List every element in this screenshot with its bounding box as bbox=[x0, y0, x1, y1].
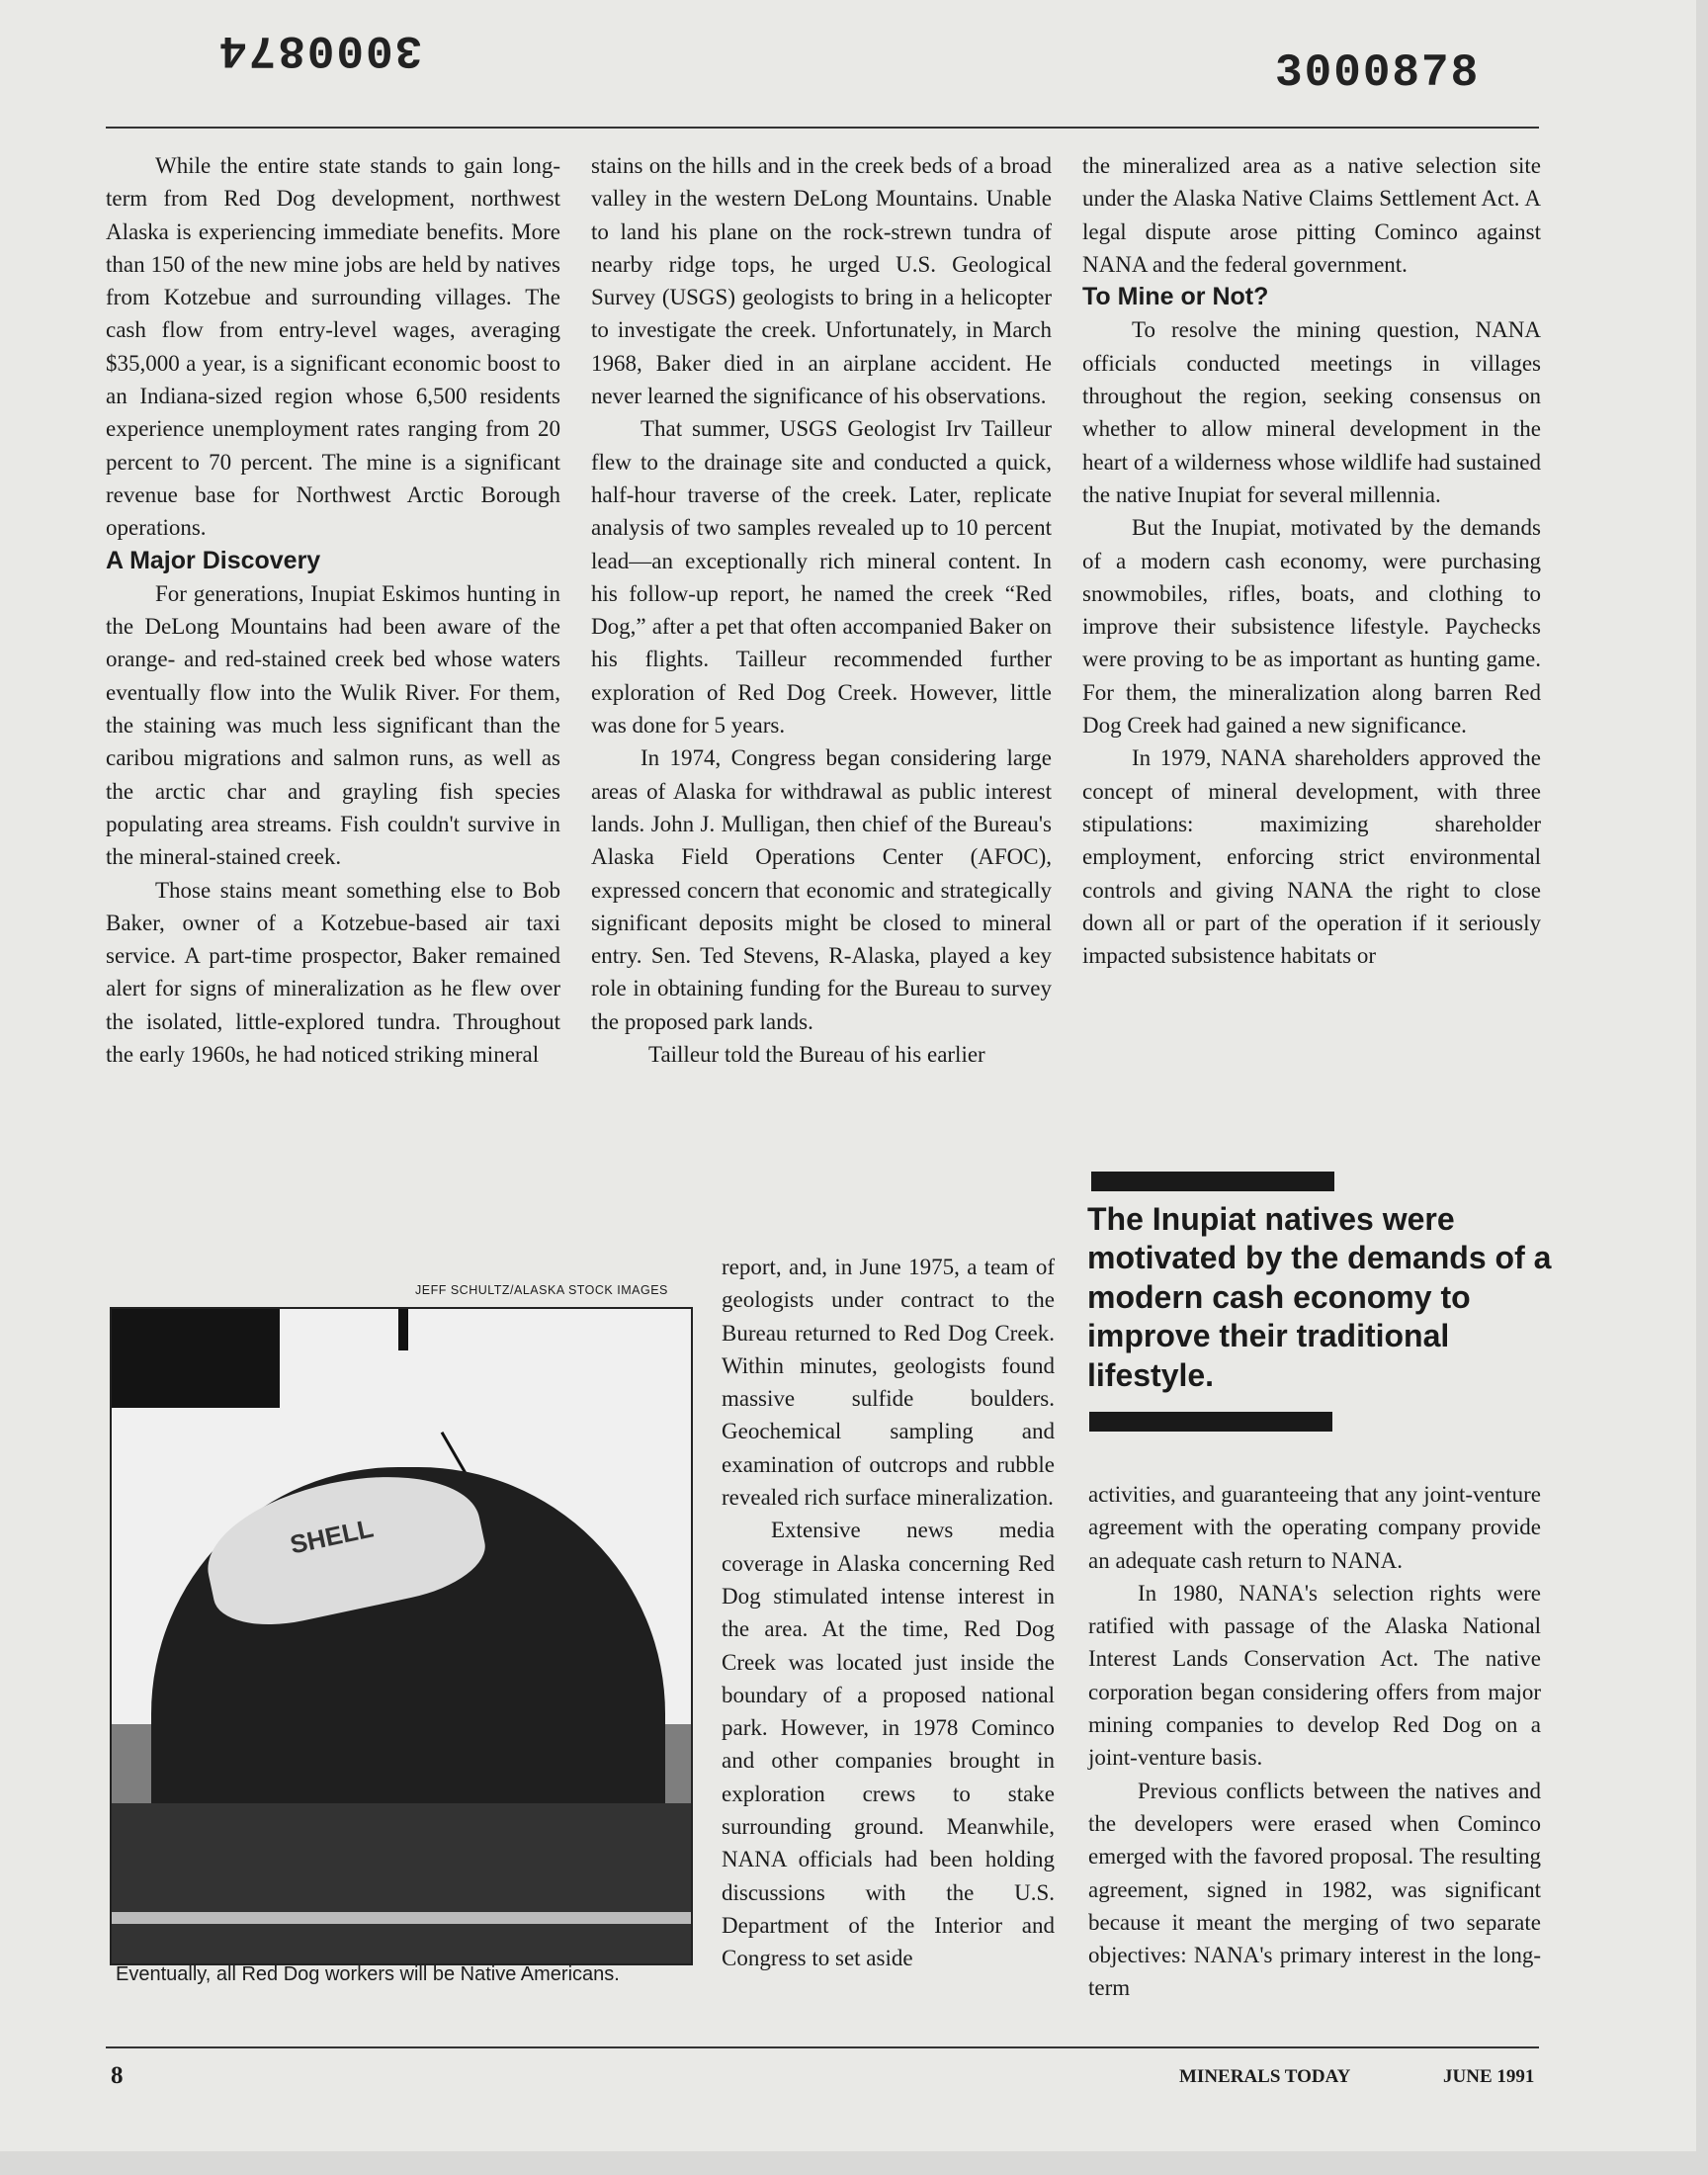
paragraph: Extensive news media coverage in Alaska concerning Red Dog stimulated intense interest in the area. At the time, Red Dog Creek was located just inside the boundary of a proposed national park. However, in 1978 Cominco and other companies brought in exploration crews to stake surrounding ground. Meanwhile, NANA officials had been holding discussions with the U.S. Department of the Interior and Congress to set aside bbox=[722, 1518, 1055, 1971]
publication-name: MINERALS TODAY bbox=[1179, 2066, 1351, 2087]
paragraph: activities, and guaranteeing that any joint-venture agreement with the operating company provide an adequate cash return to NANA. bbox=[1088, 1482, 1541, 1573]
paragraph: Those stains meant something else to Bob Baker, owner of a Kotzebue-based air taxi service. A part-time prospector, Baker remained alert for signs of mineralization as he flew over the isolated, little-explored tundra. Throughout the early 1960s, he had noticed striking mineral bbox=[106, 877, 560, 1068]
column-3-lower bbox=[1088, 1478, 1541, 2005]
column-1 bbox=[106, 149, 560, 1071]
paragraph: While the entire state stands to gain long-term from Red Dog development, northwest Alaska is experiencing immediate benefits. More than 150 of the new mine jobs are held by natives from Kotzebue and surrounding villages. The cash flow from entry-level wages, averaging $35,000 a year, is a significant economic boost to an Indiana-sized region whose 6,500 residents experience unemployment rates ranging from 20 percent to 70 percent. The mine is a significant revenue base for Northwest Arctic Borough operations. bbox=[106, 153, 560, 541]
column-2-upper bbox=[591, 149, 1052, 1071]
column-3-upper bbox=[1082, 149, 1541, 972]
paragraph: Previous conflicts between the natives and the developers were erased when Cominco emerged with the favored proposal. The resulting agreement, signed in 1982, was significant because it meant the merging of two separate objectives: NANA's primary interest in the long-term bbox=[1088, 1778, 1541, 2001]
paragraph: stains on the hills and in the creek beds of a broad valley in the western DeLong Mountains. Unable to land his plane on the rock-strewn tundra of nearby ridge tops, he urged U.S. Geological Survey (USGS) geologists to bring in a helicopter to investigate the creek. Unfortunately, in March 1968, Baker died in an airplane accident. He never learned the significance of his observations. bbox=[591, 153, 1052, 409]
column-2-lower bbox=[722, 1251, 1055, 1975]
page-number: 8 bbox=[111, 2062, 124, 2089]
paragraph: the mineralized area as a native selection site under the Alaska Native Claims Settlement Act. A legal dispute arose pitting Cominco against NANA and the federal government. bbox=[1082, 153, 1541, 277]
paragraph: Tailleur told the Bureau of his earlier bbox=[648, 1042, 985, 1068]
pullquote: The Inupiat natives were motivated by the demands of a modern cash economy to improve their traditional lifestyle. bbox=[1087, 1201, 1552, 1393]
paragraph: In 1980, NANA's selection rights were ratified with passage of the Alaska National Interest Lands Conservation Act. The native corporation began considering offers from major mining companies to develop Red Dog on a joint-venture basis. bbox=[1088, 1580, 1541, 1771]
paragraph: To resolve the mining question, NANA officials conducted meetings in villages throughout the region, seeking consensus on whether to allow mineral development in the heart of a wilderness whose wildlife had sustained the native Inupiat for several millennia. bbox=[1082, 317, 1541, 507]
document-id-stamp-top-left: 3000874 bbox=[217, 24, 423, 75]
section-heading-to-mine-or-not: To Mine or Not? bbox=[1082, 283, 1269, 311]
paragraph: In 1979, NANA shareholders approved the concept of mineral development, with three stipulations: maximizing shareholder employment, enforcing strict environmental controls and giving NANA the right to close down all or part of the operation if it seriously impacted subsistence habitats or bbox=[1082, 745, 1541, 969]
paragraph: For generations, Inupiat Eskimos hunting in the DeLong Mountains had been aware of the orange- and red-stained creek bed whose waters eventually flow into the Wulik River. For them, the staining was much less significant than the caribou migrations and salmon runs, as well as the arctic char and grayling fish species populating area streams. Fish couldn't survive in the mineral-stained creek. bbox=[106, 580, 560, 870]
photo-caption: Eventually, all Red Dog workers will be Native Americans. bbox=[116, 1963, 620, 1985]
hat-label: SHELL bbox=[287, 1513, 377, 1560]
photo-credit: JEFF SCHULTZ/ALASKA STOCK IMAGES bbox=[415, 1283, 668, 1297]
publication-date: JUNE 1991 bbox=[1443, 2066, 1535, 2087]
paragraph: But the Inupiat, motivated by the demands of a modern cash economy, were purchasing snowmobiles, rifles, boats, and clothing to improve their subsistence lifestyle. Paychecks were proving to be as important as hunting game. For them, the mineralization along barren Red Dog Creek had gained a new significance. bbox=[1082, 515, 1541, 739]
footer-rule bbox=[106, 2046, 1539, 2048]
pullquote-bar-bottom bbox=[1089, 1412, 1332, 1432]
section-heading-major-discovery: A Major Discovery bbox=[106, 546, 321, 574]
header-rule bbox=[106, 127, 1539, 129]
photo-worker-hard-hat bbox=[110, 1307, 693, 1965]
document-id-stamp-top-right: 3000878 bbox=[1275, 47, 1481, 99]
paragraph: That summer, USGS Geologist Irv Tailleur flew to the drainage site and conducted a quick, half-hour traverse of the creek. Later, replicate analysis of two samples revealed up to 10 percent lead—an exceptionally rich mineral content. In his follow-up report, he named the creek “Red Dog,” after a pet that often accompanied Baker on his flights. Tailleur recommended further exploration of Red Dog Creek. However, little was done for 5 years. bbox=[591, 416, 1052, 739]
pullquote-bar-top bbox=[1091, 1172, 1334, 1191]
paragraph: report, and, in June 1975, a team of geologists under contract to the Bureau returned to Red Dog Creek. Within minutes, geologists found massive sulfide boulders. Geochemical sampling and examination of outcrops and rubble revealed rich surface mineralization. bbox=[722, 1255, 1055, 1511]
paragraph: In 1974, Congress began considering large areas of Alaska for withdrawal as public interest lands. John J. Mulligan, then chief of the Bureau's Alaska Field Operations Center (AFOC), expressed concern that economic and strategically significant deposits might be closed to mineral entry. Sen. Ted Stevens, R-Alaska, played a key role in obtaining funding for the Bureau to survey the proposed park lands. bbox=[591, 745, 1052, 1034]
